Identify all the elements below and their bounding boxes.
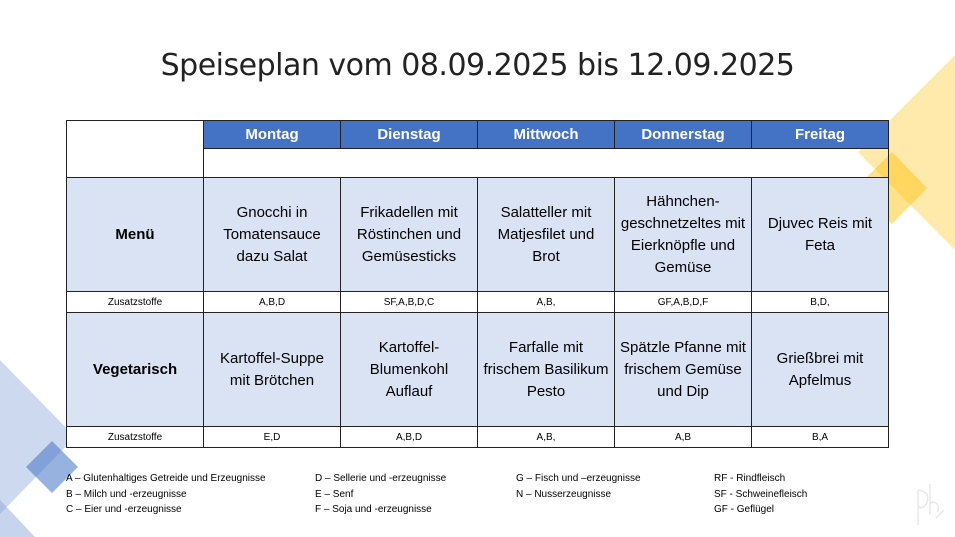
meal-cell: Hähnchen-geschnetzeltes mit Eierknöpfle und Gemüse (615, 178, 752, 292)
legend-item: E – Senf (315, 488, 354, 500)
day-header: Montag (204, 121, 341, 149)
meal-cell: Salatteller mit Matjesfilet und Brot (478, 178, 615, 292)
vegetarisch-row (67, 313, 889, 427)
meal-cell: Gnocchi in Tomatensauce dazu Salat (204, 178, 341, 292)
zusatz-cell: A,B, (478, 292, 615, 313)
zusatz-cell: A,B,D (204, 292, 341, 313)
zusatz-cell: B,D, (752, 292, 889, 313)
page-title: Speiseplan vom 08.09.2025 bis 12.09.2025 (160, 48, 795, 83)
row-label: Vegetarisch (67, 313, 204, 427)
day-header: Dienstag (341, 121, 478, 149)
legend-item: SF - Schweinefleisch (714, 488, 808, 500)
legend-item: C – Eier und -erzeugnisse (66, 504, 182, 515)
meal-cell: Kartoffel-Blumenkohl Auflauf (341, 313, 478, 427)
legend-item: D – Sellerie und -erzeugnisse (315, 473, 447, 484)
legend-item: A – Glutenhaltiges Getreide und Erzeugnisse (66, 473, 266, 484)
meal-cell: Kartoffel-Suppe mit Brötchen (204, 313, 341, 427)
meal-cell: Frikadellen mit Röstinchen und Gemüsesticks (341, 178, 478, 292)
zusatz-label: Zusatzstoffe (67, 427, 204, 448)
meal-cell: Spätzle Pfanne mit frischem Gemüse und Dip (615, 313, 752, 427)
zusatz-cell: B,A (752, 427, 889, 448)
zusatz-cell: A,B,D (341, 427, 478, 448)
legend-item: G – Fisch und –erzeugnisse (516, 473, 641, 484)
day-header: Freitag (752, 121, 889, 149)
blank-cell (204, 149, 889, 178)
meal-cell: Djuvec Reis mit Feta (752, 178, 889, 292)
zusatz-cell: GF,A,B,D,F (615, 292, 752, 313)
meal-plan-table (66, 120, 889, 448)
blue-diamond-large (0, 360, 75, 514)
corner-cell (67, 121, 204, 178)
menu-row (67, 178, 889, 292)
legend-item: RF - Rindfleisch (714, 473, 786, 484)
zusatz-label: Zusatzstoffe (67, 292, 204, 313)
zusatz-cell: A,B, (478, 427, 615, 448)
legend-column-3 (516, 471, 641, 502)
legend-column-4 (714, 471, 807, 518)
zusatz-row (67, 292, 889, 313)
meal-cell: Farfalle mit frischem Basilikum Pesto (478, 313, 615, 427)
row-label: Menü (67, 178, 204, 292)
day-header: Mittwoch (478, 121, 615, 149)
zusatz-cell: A,B (615, 427, 752, 448)
legend-item: F – Soja und -erzeugnisse (315, 504, 432, 515)
zusatz-row (67, 427, 889, 448)
zusatz-cell: E,D (204, 427, 341, 448)
legend-column-1 (66, 471, 266, 518)
day-header: Donnerstag (615, 121, 752, 149)
legend-item: N – Nusserzeugnisse (516, 488, 612, 500)
legend-column-2 (315, 471, 446, 518)
meal-cell: Grießbrei mit Apfelmus (752, 313, 889, 427)
day-header-row (67, 121, 889, 149)
zusatz-cell: SF,A,B,D,C (341, 292, 478, 313)
legend-item: GF - Geflügel (714, 504, 775, 515)
legend-item: B – Milch und -erzeugnisse (66, 488, 187, 500)
logo-mark-icon (918, 484, 944, 525)
